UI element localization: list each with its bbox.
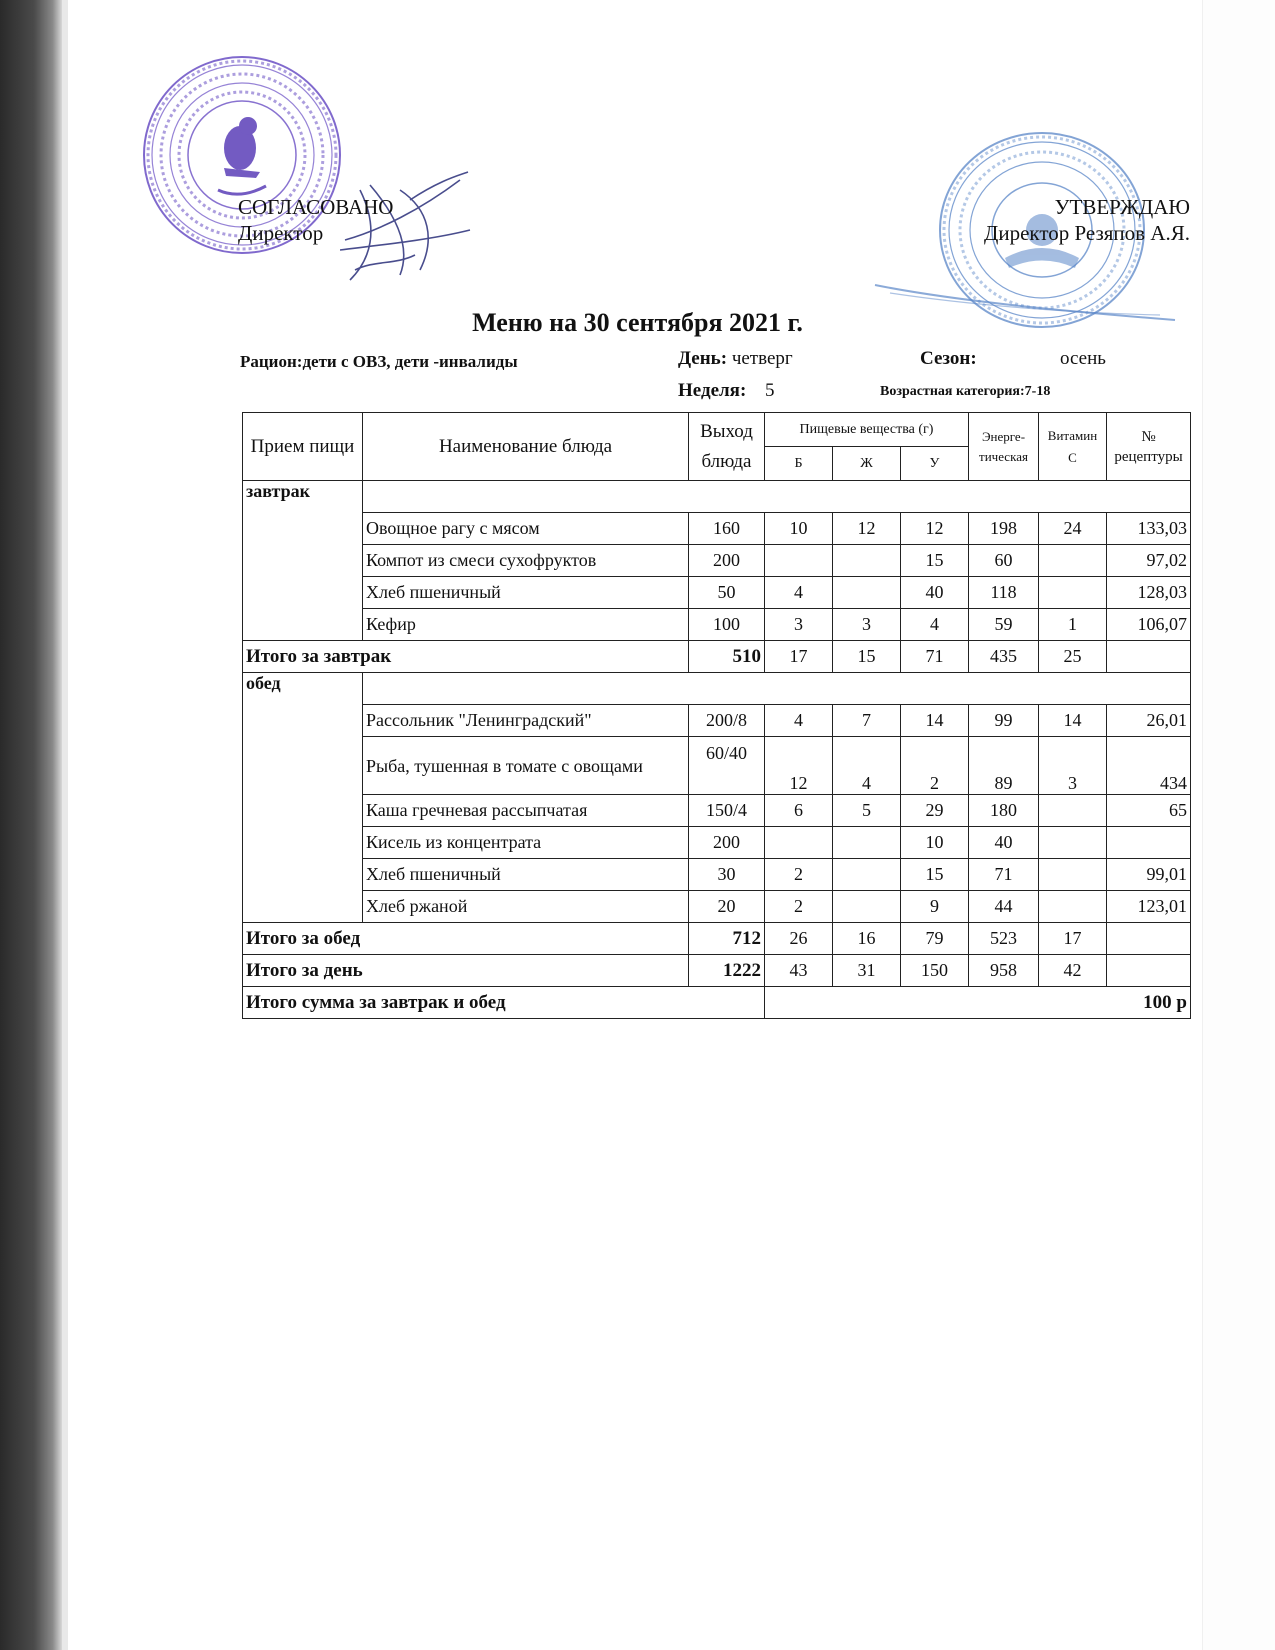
header-fat: Ж <box>833 447 901 481</box>
dish-protein: 2 <box>765 859 833 891</box>
total-label: Итого за обед <box>243 923 689 955</box>
age-value: 7-18 <box>1024 384 1051 399</box>
total-recipe-empty <box>1107 641 1191 673</box>
total-vitamin: 17 <box>1039 923 1107 955</box>
table-row <box>243 891 1191 923</box>
dish-output: 20 <box>689 891 765 923</box>
approval-right <box>984 194 1190 246</box>
dish-vitamin <box>1039 891 1107 923</box>
ration-label: Рацион: <box>240 352 303 371</box>
table-row <box>243 737 1191 795</box>
sum-total-value: 100 р <box>765 987 1191 1019</box>
dish-recipe: 128,03 <box>1107 577 1191 609</box>
dish-protein: 6 <box>765 795 833 827</box>
total-fat: 16 <box>833 923 901 955</box>
dish-fat <box>833 891 901 923</box>
day-total-recipe-empty <box>1107 955 1191 987</box>
dish-vitamin: 24 <box>1039 513 1107 545</box>
dish-output: 30 <box>689 859 765 891</box>
total-protein: 26 <box>765 923 833 955</box>
dish-output: 200/8 <box>689 705 765 737</box>
total-energy: 435 <box>969 641 1039 673</box>
dish-name: Хлеб пшеничный <box>363 859 689 891</box>
dish-energy: 60 <box>969 545 1039 577</box>
day-total-carbs: 150 <box>901 955 969 987</box>
dish-protein <box>765 827 833 859</box>
day-total-vitamin: 42 <box>1039 955 1107 987</box>
dish-output: 160 <box>689 513 765 545</box>
dish-fat: 12 <box>833 513 901 545</box>
total-row-sum <box>243 987 1191 1019</box>
scan-edge-highlight <box>62 0 68 1650</box>
total-carbs: 79 <box>901 923 969 955</box>
dish-vitamin <box>1039 859 1107 891</box>
dish-fat: 3 <box>833 609 901 641</box>
dish-energy: 118 <box>969 577 1039 609</box>
day-total-energy: 958 <box>969 955 1039 987</box>
dish-recipe: 133,03 <box>1107 513 1191 545</box>
dish-output: 100 <box>689 609 765 641</box>
header-vitamin: Витамин С <box>1039 413 1107 481</box>
menu-table <box>242 412 1191 1019</box>
dish-name: Кисель из концентрата <box>363 827 689 859</box>
day-label: День: <box>678 348 728 369</box>
header-protein: Б <box>765 447 833 481</box>
header-carbs: У <box>901 447 969 481</box>
total-label: Итого за завтрак <box>243 641 689 673</box>
ration-value: дети с ОВЗ, дети -инвалиды <box>302 352 518 371</box>
header-meal: Прием пищи <box>243 413 363 481</box>
dish-output: 60/40 <box>689 737 765 795</box>
total-carbs: 71 <box>901 641 969 673</box>
dish-carbs: 10 <box>901 827 969 859</box>
dish-fat <box>833 577 901 609</box>
day-value: четверг <box>731 348 793 369</box>
dish-name: Хлеб ржаной <box>363 891 689 923</box>
header-dish: Наименование блюда <box>363 413 689 481</box>
dish-energy: 180 <box>969 795 1039 827</box>
dish-energy: 44 <box>969 891 1039 923</box>
dish-output: 200 <box>689 827 765 859</box>
dish-energy: 99 <box>969 705 1039 737</box>
total-row-day <box>243 955 1191 987</box>
dish-recipe: 123,01 <box>1107 891 1191 923</box>
day-field <box>678 348 793 370</box>
page-title: Меню на 30 сентября 2021 г. <box>472 308 803 337</box>
dish-fat: 4 <box>833 737 901 795</box>
week-field <box>678 380 775 402</box>
header-nutrients: Пищевые вещества (г) <box>765 413 969 447</box>
dish-carbs: 40 <box>901 577 969 609</box>
scan-right-margin <box>1202 0 1275 1650</box>
approval-right-role: Директор Резяпов А.Я. <box>984 221 1190 245</box>
dish-vitamin <box>1039 577 1107 609</box>
dish-protein: 10 <box>765 513 833 545</box>
header-row-1 <box>243 413 1191 447</box>
dish-protein: 3 <box>765 609 833 641</box>
header-output: Выход блюда <box>689 413 765 481</box>
ration-field <box>240 352 518 372</box>
dish-carbs: 14 <box>901 705 969 737</box>
total-fat: 15 <box>833 641 901 673</box>
meal-breakfast-label: завтрак <box>243 481 363 641</box>
total-output: 510 <box>689 641 765 673</box>
dish-recipe: 434 <box>1107 737 1191 795</box>
dish-carbs: 15 <box>901 545 969 577</box>
dish-recipe: 97,02 <box>1107 545 1191 577</box>
day-total-label: Итого за день <box>243 955 689 987</box>
table-row <box>243 705 1191 737</box>
dish-output: 150/4 <box>689 795 765 827</box>
season-label: Сезон: <box>920 348 977 369</box>
total-vitamin: 25 <box>1039 641 1107 673</box>
week-value: 5 <box>765 380 775 401</box>
dish-protein: 4 <box>765 705 833 737</box>
dish-vitamin: 1 <box>1039 609 1107 641</box>
total-output: 712 <box>689 923 765 955</box>
dish-protein: 4 <box>765 577 833 609</box>
dish-fat: 7 <box>833 705 901 737</box>
total-row-breakfast <box>243 641 1191 673</box>
dish-energy: 198 <box>969 513 1039 545</box>
dish-energy: 89 <box>969 737 1039 795</box>
table-row <box>243 795 1191 827</box>
dish-name: Рассольник "Ленинградский" <box>363 705 689 737</box>
dish-protein: 2 <box>765 891 833 923</box>
age-field <box>880 384 1050 400</box>
dish-vitamin <box>1039 795 1107 827</box>
dish-recipe: 106,07 <box>1107 609 1191 641</box>
section-row-breakfast <box>243 481 1191 513</box>
total-energy: 523 <box>969 923 1039 955</box>
day-total-fat: 31 <box>833 955 901 987</box>
approval-left-role: Директор <box>238 221 324 245</box>
meal-lunch-label: обед <box>243 673 363 923</box>
dish-name: Овощное рагу с мясом <box>363 513 689 545</box>
total-protein: 17 <box>765 641 833 673</box>
dish-vitamin <box>1039 827 1107 859</box>
approval-left-title: СОГЛАСОВАНО <box>238 195 394 219</box>
dish-fat <box>833 545 901 577</box>
dish-fat: 5 <box>833 795 901 827</box>
approval-right-title: УТВЕРЖДАЮ <box>1054 195 1190 219</box>
table-row <box>243 513 1191 545</box>
dish-recipe: 99,01 <box>1107 859 1191 891</box>
dish-name: Каша гречневая рассыпчатая <box>363 795 689 827</box>
dish-name: Рыба, тушенная в томате с овощами <box>363 737 689 795</box>
dish-recipe: 26,01 <box>1107 705 1191 737</box>
dish-fat <box>833 827 901 859</box>
dish-name: Хлеб пшеничный <box>363 577 689 609</box>
section-row-lunch <box>243 673 1191 705</box>
dish-recipe: 65 <box>1107 795 1191 827</box>
dish-output: 50 <box>689 577 765 609</box>
dish-vitamin <box>1039 545 1107 577</box>
sum-total-label: Итого сумма за завтрак и обед <box>243 987 765 1019</box>
dish-energy: 40 <box>969 827 1039 859</box>
header-energy: Энерге-тическая <box>969 413 1039 481</box>
section-spacer <box>363 481 1191 513</box>
dish-protein <box>765 545 833 577</box>
header-recipe: № рецептуры <box>1107 413 1191 481</box>
dish-vitamin: 14 <box>1039 705 1107 737</box>
dish-fat <box>833 859 901 891</box>
day-total-output: 1222 <box>689 955 765 987</box>
dish-energy: 71 <box>969 859 1039 891</box>
age-label: Возрастная категория: <box>880 384 1025 399</box>
dish-recipe <box>1107 827 1191 859</box>
dish-carbs: 2 <box>901 737 969 795</box>
dish-protein: 12 <box>765 737 833 795</box>
total-recipe-empty <box>1107 923 1191 955</box>
week-label: Неделя: <box>678 380 747 401</box>
section-spacer <box>363 673 1191 705</box>
season-value: осень <box>1060 348 1106 369</box>
table-row <box>243 545 1191 577</box>
dish-carbs: 15 <box>901 859 969 891</box>
dish-name: Кефир <box>363 609 689 641</box>
dish-carbs: 29 <box>901 795 969 827</box>
table-row <box>243 827 1191 859</box>
day-total-protein: 43 <box>765 955 833 987</box>
dish-carbs: 12 <box>901 513 969 545</box>
dish-energy: 59 <box>969 609 1039 641</box>
dish-carbs: 4 <box>901 609 969 641</box>
table-row <box>243 859 1191 891</box>
approval-left <box>238 194 393 246</box>
dish-output: 200 <box>689 545 765 577</box>
scan-dark-edge <box>0 0 62 1650</box>
dish-name: Компот из смеси сухофруктов <box>363 545 689 577</box>
dish-vitamin: 3 <box>1039 737 1107 795</box>
table-row <box>243 609 1191 641</box>
dish-carbs: 9 <box>901 891 969 923</box>
total-row-lunch <box>243 923 1191 955</box>
table-row <box>243 577 1191 609</box>
